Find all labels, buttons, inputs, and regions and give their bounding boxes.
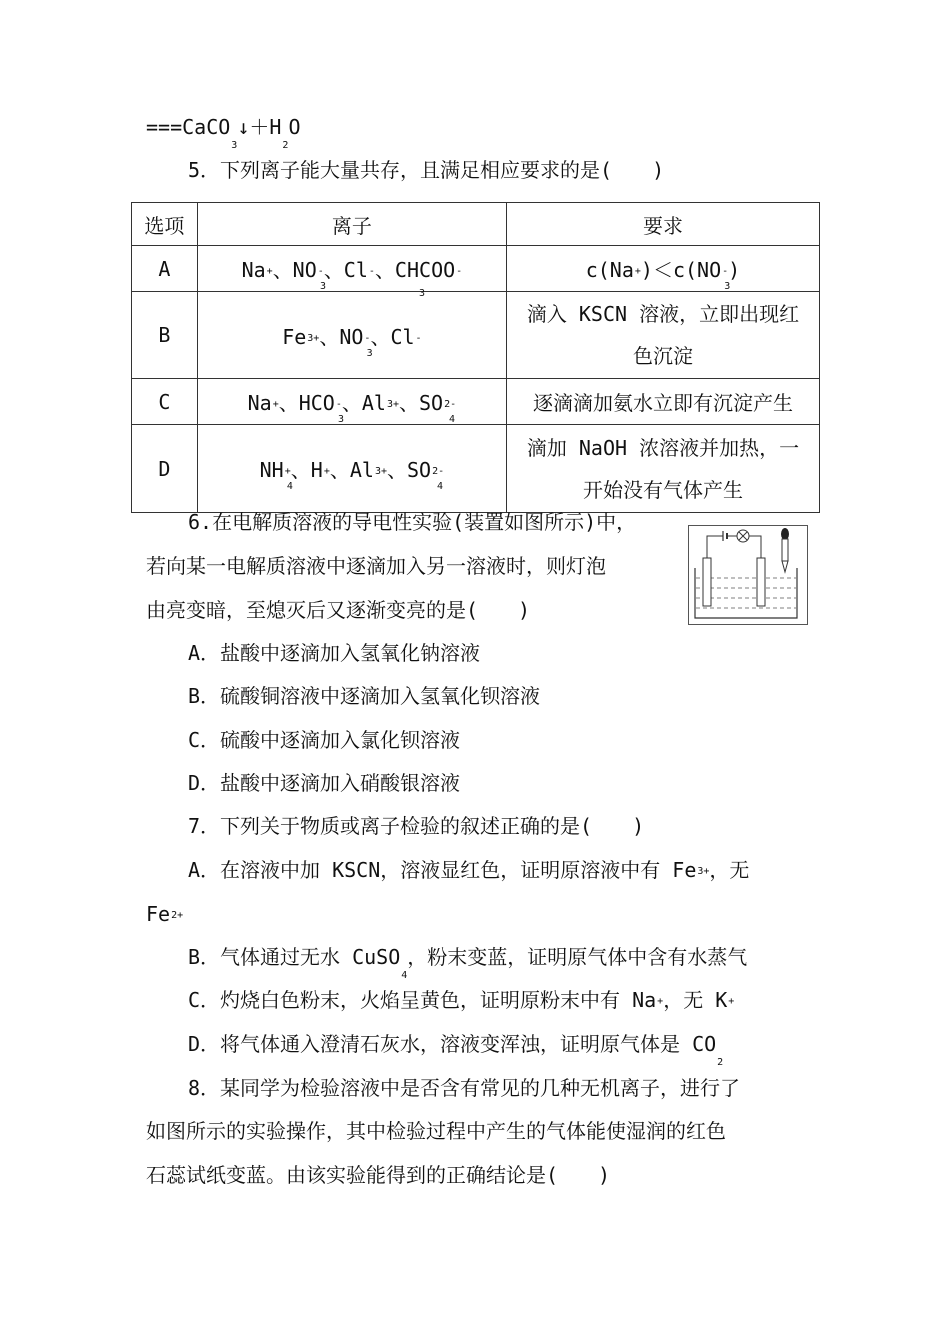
ion-text: NH [259,458,284,482]
option-text: ，无 [709,858,750,882]
req-line: 色沉淀 [632,344,693,368]
req-stack [721,258,731,292]
q7-option-d [188,1030,724,1068]
ion-charge: - [364,332,371,344]
q7-option-a-cont [146,900,183,933]
ion-charge: + [323,466,330,477]
ion-text: 、NO [319,324,364,349]
ion-charge: 2- [444,399,457,410]
ion-charge: 3+ [697,866,710,877]
ion-charge: + [728,996,735,1007]
ion-text: 、SO [399,391,444,415]
ion-charge: - [415,332,422,344]
ion-text: 、Cl [370,324,415,349]
ion-text: 、SO [386,458,432,482]
req-charge: + [634,266,641,277]
ion-text: 、Cl [323,258,368,282]
ion-charge: - [456,266,463,277]
apparatus-diagram [689,526,807,624]
row-ions [197,379,506,425]
row-requirement: 逐滴滴加氨水立即有沉淀产生 [506,379,819,425]
ion-text: 、NO [272,258,317,282]
option-text: ，粉末变蓝，证明原气体中含有水蒸气 [407,945,748,969]
ion-charge: + [284,466,291,477]
row-option: C [132,379,198,425]
ion-text: Na [241,258,266,282]
ion-subscript: 4 [448,414,455,425]
option-text: B．气体通过无水 CuSO [188,945,401,969]
ion-stack [335,391,345,425]
row-requirement [506,246,819,292]
eq-part: O [288,115,301,139]
conductivity-apparatus-figure [688,525,808,625]
q6-option-a: A．盐酸中逐滴加入氢氧化钠溶液 [188,641,481,665]
ion-text: 、HCO [278,391,335,415]
eq-part: ↓＋H [237,115,282,139]
header-ions: 离子 [197,203,506,246]
formula-subscript: 2 [717,1057,724,1068]
req-text: ) [728,258,741,282]
q8-stem-line2: 如图所示的实验操作，其中检验过程中产生的气体能使湿润的红色 [146,1119,726,1143]
row-ions [197,292,506,379]
row-option: D [132,425,198,513]
header-option: 选项 [132,203,198,246]
q8-stem-line3: 石蕊试纸变蓝。由该实验能得到的正确结论是( ) [146,1163,611,1187]
ion-subscript: 3 [319,281,326,292]
ion-charge: 3+ [307,332,320,344]
ion-charge: - [335,399,342,410]
header-requirement: 要求 [506,203,819,246]
option-text: D．将气体通入澄清石灰水，溶液变浑浊，证明原气体是 CO [188,1032,717,1056]
row-ions [197,246,506,299]
eq-subscript: 2 [282,140,289,151]
ion-charge: + [272,399,279,410]
row-requirement [506,425,819,513]
ion-charge: + [266,266,273,277]
q6-stem-line3: 由亮变暗，至熄灭后又逐渐变亮的是( ) [146,598,531,622]
ion-text: 、CH [374,258,420,282]
req-text: c(Na [585,258,634,282]
q6-option-b: B．硫酸铜溶液中逐滴加入氢氧化钡溶液 [188,684,541,708]
table-header-row [132,203,820,246]
ion-charge: 3+ [374,466,387,477]
ion-subscript: 4 [436,481,443,492]
ion-charge: + [657,996,664,1007]
ion-text: Fe [282,324,307,349]
req-line: 滴入 KSCN 溶液，立即出现红 [526,302,800,326]
row-option: B [132,292,198,379]
ion-charge: 2+ [171,910,184,921]
ion-stack [317,258,326,292]
ion-stack [431,458,445,492]
table-row [132,246,820,292]
q7-option-b [188,943,748,981]
ion-text: 、Al [341,391,386,415]
ion-charge: - [368,266,375,277]
ion-charge: 2- [432,466,445,477]
ion-stack [443,391,457,425]
q7-option-a [188,856,749,889]
q6-stem-line1: 6.在电解质溶液的导电性实验(装置如图所示)中， [188,510,637,534]
eq-subscript: 3 [231,140,238,151]
option-text: C．灼烧白色粉末，火焰呈黄色，证明原粉末中有 Na [188,988,657,1012]
formula-subscript: 4 [401,970,408,981]
row-option: A [132,246,198,292]
ion-text: Na [247,391,272,415]
ion-text: 、Al [329,458,374,482]
table-row [132,379,820,425]
q7-stem: 7．下列关于物质或离子检验的叙述正确的是( ) [188,814,645,838]
option-text: Fe [146,902,171,926]
ion-subscript: 3 [366,347,373,359]
ion-text: 、H [290,458,323,482]
q8-stem-line1: 8．某同学为检验溶液中是否含有常见的几种无机离子，进行了 [188,1076,741,1100]
ion-stack [284,458,293,492]
q6-option-d: D．盐酸中逐滴加入硝酸银溶液 [188,771,461,795]
ion-charge: - [317,266,324,277]
ion-text: COO [419,258,456,282]
q5-options-table [131,202,820,513]
table-row [132,292,820,379]
q6-stem-line2: 若向某一电解质溶液中逐滴加入另一溶液时，则灯泡 [146,554,606,578]
option-text: A．在溶液中加 KSCN，溶液显红色，证明原溶液中有 Fe [188,858,697,882]
ion-subscript: 3 [419,288,426,299]
row-requirement [506,292,819,379]
table-row [132,425,820,513]
ion-subscript: 4 [286,481,293,492]
ion-stack [363,325,373,359]
q6-option-c: C．硫酸中逐滴加入氯化钡溶液 [188,728,461,752]
row-ions [197,425,506,513]
q7-option-c [188,986,734,1019]
q5-stem: 5．下列离子能大量共存，且满足相应要求的是( ) [188,158,665,182]
req-text: )＜c(NO [640,258,722,282]
equation-continuation [146,113,301,151]
req-charge: - [722,266,729,277]
ion-charge: 3+ [386,399,400,410]
option-text: ，无 K [663,988,728,1012]
eq-part: ===CaCO [146,115,231,139]
req-line: 滴加 NaOH 浓溶液并加热，一 [526,435,800,460]
req-subscript: 3 [724,281,731,292]
ion-subscript: 3 [338,414,345,425]
req-line: 开始没有气体产生 [582,477,743,502]
